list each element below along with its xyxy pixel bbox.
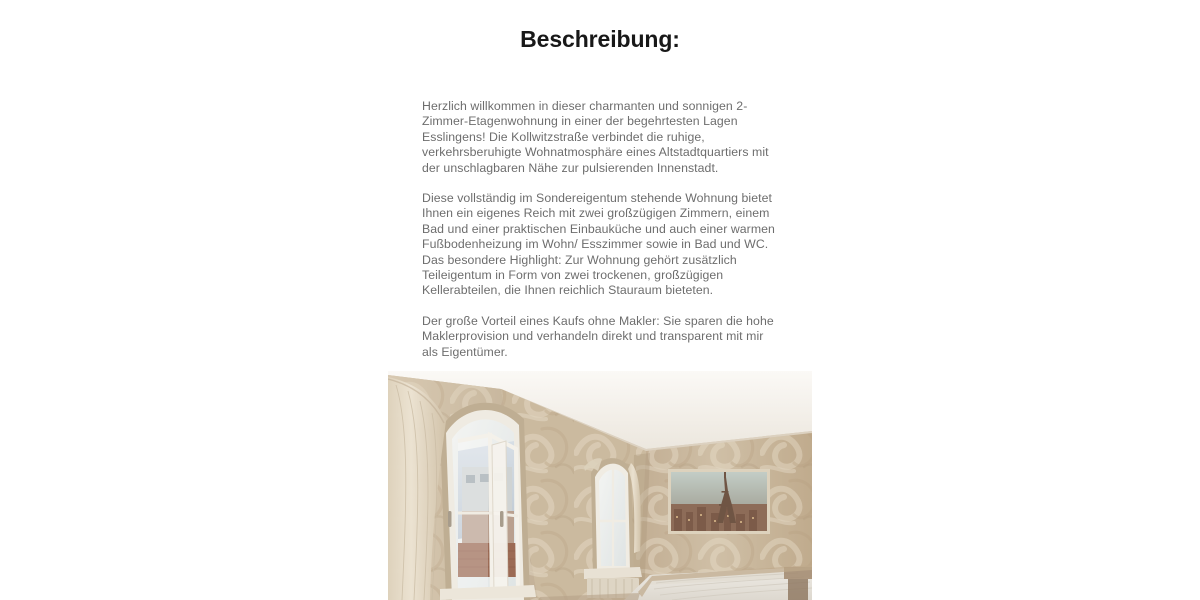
description-text-block xyxy=(422,99,782,360)
listing-photo xyxy=(388,371,812,600)
page-title: Beschreibung: xyxy=(520,26,680,52)
bedroom-photo-illustration xyxy=(388,371,812,600)
description-paragraph-2: Diese vollständig im Sondereigentum stehende Wohnung bietet Ihnen ein eigenes Reich mit zwei großzügigen Zimmern, einem Bad und einer praktischen Einbauküche und auch einer warmen Fußbodenheizung im Wohn/ Esszimmer sowie in Bad und WC. Das besondere Highlight: Zur Wohnung gehört zusätzlich Teileigentum in Form von zwei trockenen, großzügigen Kellerabteilen, die Ihnen reichlich Stauraum bieteten. xyxy=(422,191,775,298)
description-paragraph-3: Der große Vorteil eines Kaufs ohne Makler: Sie sparen die hohe Maklerprovision und verhandeln direkt und transparent mit mir als Eigentümer. xyxy=(422,313,774,359)
description-paragraph-1: Herzlich willkommen in dieser charmanten und sonnigen 2-Zimmer-Etagenwohnung in einer der begehrtesten Lagen Esslingens! Die Kollwitzstraße verbindet die ruhige, verkehrsberuhigte Wohnatmosphäre eines Altstadtquartiers mit der unschlagbaren Nähe zur pulsierenden Innenstadt. xyxy=(422,99,769,175)
